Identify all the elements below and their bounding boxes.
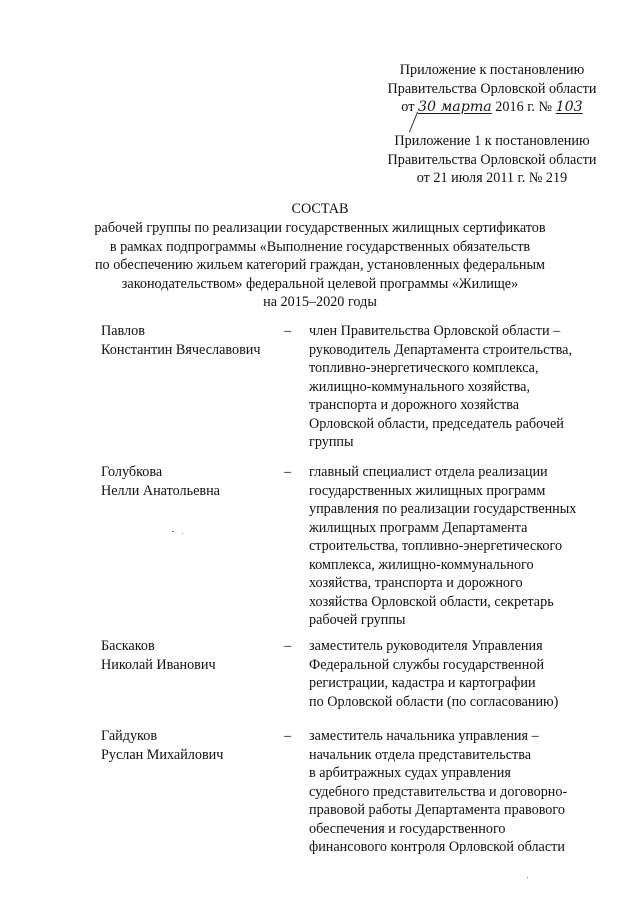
member-surname: Гайдуков	[101, 728, 158, 744]
appendix-line: от 21 июля 2011 г. № 219	[416, 170, 568, 186]
role-line: государственных жилищных программ	[309, 482, 546, 499]
role-line: хозяйства Орловской области, секретарь	[309, 593, 554, 610]
role-line: руководитель Департамента строительства,	[309, 341, 573, 358]
appendix-line: Приложение к постановлению	[399, 62, 585, 78]
role-line: Федеральной службы государственной	[309, 656, 545, 673]
member-dash: –	[284, 728, 292, 744]
member-given-names: Руслан Михайлович	[101, 746, 224, 763]
appendix-line: Правительства Орловской области	[387, 151, 597, 168]
appendix-year: 2016 г. №	[495, 99, 553, 115]
role-line: регистрации, кадастра и картографии	[309, 675, 536, 691]
member-role	[309, 322, 599, 452]
role-line: топливно-энергетического комплекса,	[309, 360, 539, 376]
role-line: по Орловской области (по согласованию)	[309, 693, 559, 710]
role-line: правовой работы Департамента правового	[309, 802, 565, 818]
role-line: главный специалист отдела реализации	[309, 464, 548, 480]
subtitle-line: законодательством» федеральной целевой программы «Жилище»	[121, 275, 519, 292]
document-subtitle	[60, 219, 580, 312]
role-line: в арбитражных судах управления	[309, 765, 511, 781]
member-name	[101, 727, 286, 764]
member-given-names: Нелли Анатольевна	[101, 482, 220, 499]
role-line: жилищно-коммунального хозяйства,	[309, 378, 531, 395]
member-dash: –	[284, 323, 292, 339]
role-line: жилищных программ Департамента	[309, 519, 528, 536]
member-dash: –	[284, 464, 292, 480]
appendix-date-line	[356, 98, 628, 117]
member-role	[309, 637, 599, 711]
subtitle-line: на 2015–2020 годы	[263, 294, 377, 310]
role-line: управления по реализации государственных	[309, 501, 577, 517]
role-line: начальник отдела представительства	[309, 746, 532, 763]
subtitle-line: по обеспечению жильем категорий граждан, установленных федеральным	[94, 257, 546, 273]
role-line: транспорта и дорожного хозяйства	[309, 397, 520, 413]
role-line: заместитель руководителя Управления	[309, 638, 543, 654]
role-line: финансового контроля Орловской области	[309, 839, 565, 855]
member-surname: Павлов	[101, 323, 145, 339]
member-name	[101, 322, 286, 359]
member-given-names: Николай Иванович	[101, 656, 216, 673]
appendix-header-original	[356, 132, 628, 188]
subtitle-line: рабочей группы по реализации государственных жилищных сертификатов	[94, 220, 546, 236]
role-line: заместитель начальника управления –	[309, 728, 539, 744]
member-name	[101, 637, 286, 674]
handwritten-number: 103	[555, 99, 583, 115]
member-surname: Баскаков	[101, 638, 155, 654]
appendix-line: Правительства Орловской области	[387, 80, 597, 97]
appendix-line: Приложение 1 к постановлению	[394, 133, 590, 149]
scan-speck	[172, 531, 174, 532]
appendix-prefix: от	[401, 99, 415, 115]
role-line: строительства, топливно-энергетического	[309, 538, 563, 554]
role-line: комплекса, жилищно-коммунального	[309, 556, 534, 573]
member-surname: Голубкова	[101, 464, 163, 480]
role-line: судебного представительства и договорно-	[309, 783, 568, 800]
scan-speck	[182, 533, 183, 534]
member-role	[309, 463, 599, 630]
handwritten-date: 30 марта	[417, 99, 492, 115]
member-dash: –	[284, 638, 292, 654]
subtitle-line: в рамках подпрограммы «Выполнение государственных обязательств	[109, 238, 531, 255]
scan-speck	[527, 877, 528, 878]
role-line: член Правительства Орловской области –	[309, 323, 561, 339]
member-role	[309, 727, 599, 857]
member-given-names: Константин Вячеславович	[101, 341, 261, 358]
document-title: СОСТАВ	[291, 201, 349, 217]
role-line: Орловской области, председатель рабочей	[309, 415, 564, 432]
role-line: хозяйства, транспорта и дорожного	[309, 575, 523, 591]
role-line: рабочей группы	[309, 612, 406, 628]
role-line: обеспечения и государственного	[309, 820, 506, 837]
role-line: группы	[309, 434, 354, 450]
member-name	[101, 463, 286, 500]
appendix-header-current	[356, 61, 628, 117]
